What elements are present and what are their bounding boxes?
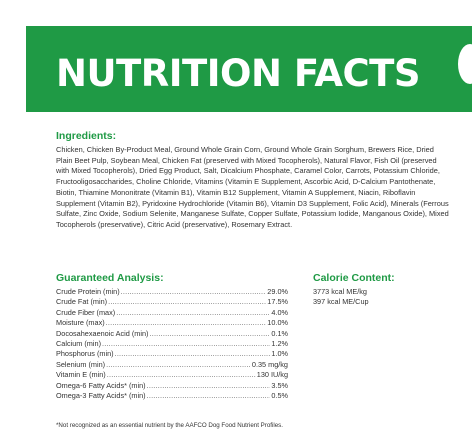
analysis-row xyxy=(56,339,288,349)
badge-shape xyxy=(458,44,472,84)
analysis-label: Crude Fiber (max) xyxy=(56,307,116,317)
analysis-value: 0.5% xyxy=(271,390,288,400)
analysis-value: 130 IU/kg xyxy=(256,370,288,380)
analysis-label: Phosphorus (min) xyxy=(56,349,114,359)
analysis-value: 10.0% xyxy=(267,318,288,328)
aafco-footnote: *Not recognized as an essential nutrient by the AAFCO Dog Food Nutrient Profiles. xyxy=(56,422,283,429)
analysis-label: Omega-6 Fatty Acids* (min) xyxy=(56,380,146,390)
analysis-row xyxy=(56,381,288,391)
analysis-value: 3.5% xyxy=(271,380,288,390)
dot-leader xyxy=(147,391,271,400)
guaranteed-analysis-heading: Guaranteed Analysis: xyxy=(56,272,164,284)
guaranteed-analysis-table xyxy=(56,287,288,401)
analysis-label: Docosahexaenoic Acid (min) xyxy=(56,328,149,338)
analysis-row xyxy=(56,308,288,318)
analysis-label: Moisture (max) xyxy=(56,318,105,328)
nutrition-banner xyxy=(26,26,472,112)
page-title: NUTRITION FACTS xyxy=(56,52,421,95)
analysis-value: 0.35 mg/kg xyxy=(251,359,288,369)
calorie-content-values xyxy=(313,287,369,308)
analysis-label: Crude Protein (min) xyxy=(56,287,120,296)
ingredients-text: Chicken, Chicken By-Product Meal, Ground Whole Grain Corn, Ground Whole Grain Sorghum, Brewers Rice, Dried Plain Beet Pulp, Soybean Meal, Chicken Fat (preserved with Mixed Tocopherols), Natural Flavor, Fish Oil (preserved with Mixed Tocopherols), Dried Egg Product, Salt, Dicalcium Phosphate, Caramel Color, Carrots, Potassium Chloride, Fructooligosaccharides, Choline Chloride, Vitamins (Vitamin E Supplement, Ascorbic Acid, D-Calcium Pantothenate, Biotin, Thiamine Mononitrate (Vitamin B1), Vitamin B12 Supplement, Vitamin A Supplement, Niacin, Riboflavin Supplement (Vitamin B2), Pyridoxine Hydrochloride (Vitamin B6), Vitamin D3 Supplement, Folic Acid), Minerals (Ferrous Sulfate, Zinc Oxide, Sodium Selenite, Manganese Sulfate, Copper Sulfate, Potassium Iodide, Manganous Oxide), Mixed Tocopherols (preservative), Citric Acid (preservative), Rosemary Extract. xyxy=(56,145,449,229)
analysis-label: Selenium (min) xyxy=(56,359,106,369)
analysis-row xyxy=(56,287,288,297)
dot-leader xyxy=(106,318,267,327)
dot-leader xyxy=(108,297,266,306)
analysis-value: 29.0% xyxy=(267,287,288,296)
dot-leader xyxy=(147,381,271,390)
analysis-row xyxy=(56,349,288,359)
analysis-value: 4.0% xyxy=(271,307,288,317)
analysis-label: Crude Fat (min) xyxy=(56,297,108,307)
dot-leader xyxy=(149,329,270,338)
analysis-row xyxy=(56,370,288,380)
analysis-row xyxy=(56,329,288,339)
dot-leader xyxy=(115,349,271,358)
ingredients-heading: Ingredients: xyxy=(56,130,117,142)
calorie-content-heading: Calorie Content: xyxy=(313,272,395,284)
analysis-row xyxy=(56,318,288,328)
dot-leader xyxy=(107,370,256,379)
analysis-label: Calcium (min) xyxy=(56,338,101,348)
dot-leader xyxy=(102,339,270,348)
dot-leader xyxy=(116,308,270,317)
analysis-row xyxy=(56,297,288,307)
calorie-per-cup: 397 kcal ME/Cup xyxy=(313,297,369,307)
analysis-value: 1.2% xyxy=(271,338,288,348)
analysis-value: 0.1% xyxy=(271,328,288,338)
analysis-label: Omega-3 Fatty Acids* (min) xyxy=(56,390,146,400)
analysis-row xyxy=(56,391,288,401)
analysis-row xyxy=(56,360,288,370)
analysis-value: 1.0% xyxy=(271,349,288,359)
analysis-label: Vitamin E (min) xyxy=(56,370,106,380)
analysis-value: 17.5% xyxy=(267,297,288,307)
calorie-per-kg: 3773 kcal ME/kg xyxy=(313,287,367,296)
dot-leader xyxy=(106,360,251,369)
dot-leader xyxy=(121,287,267,296)
